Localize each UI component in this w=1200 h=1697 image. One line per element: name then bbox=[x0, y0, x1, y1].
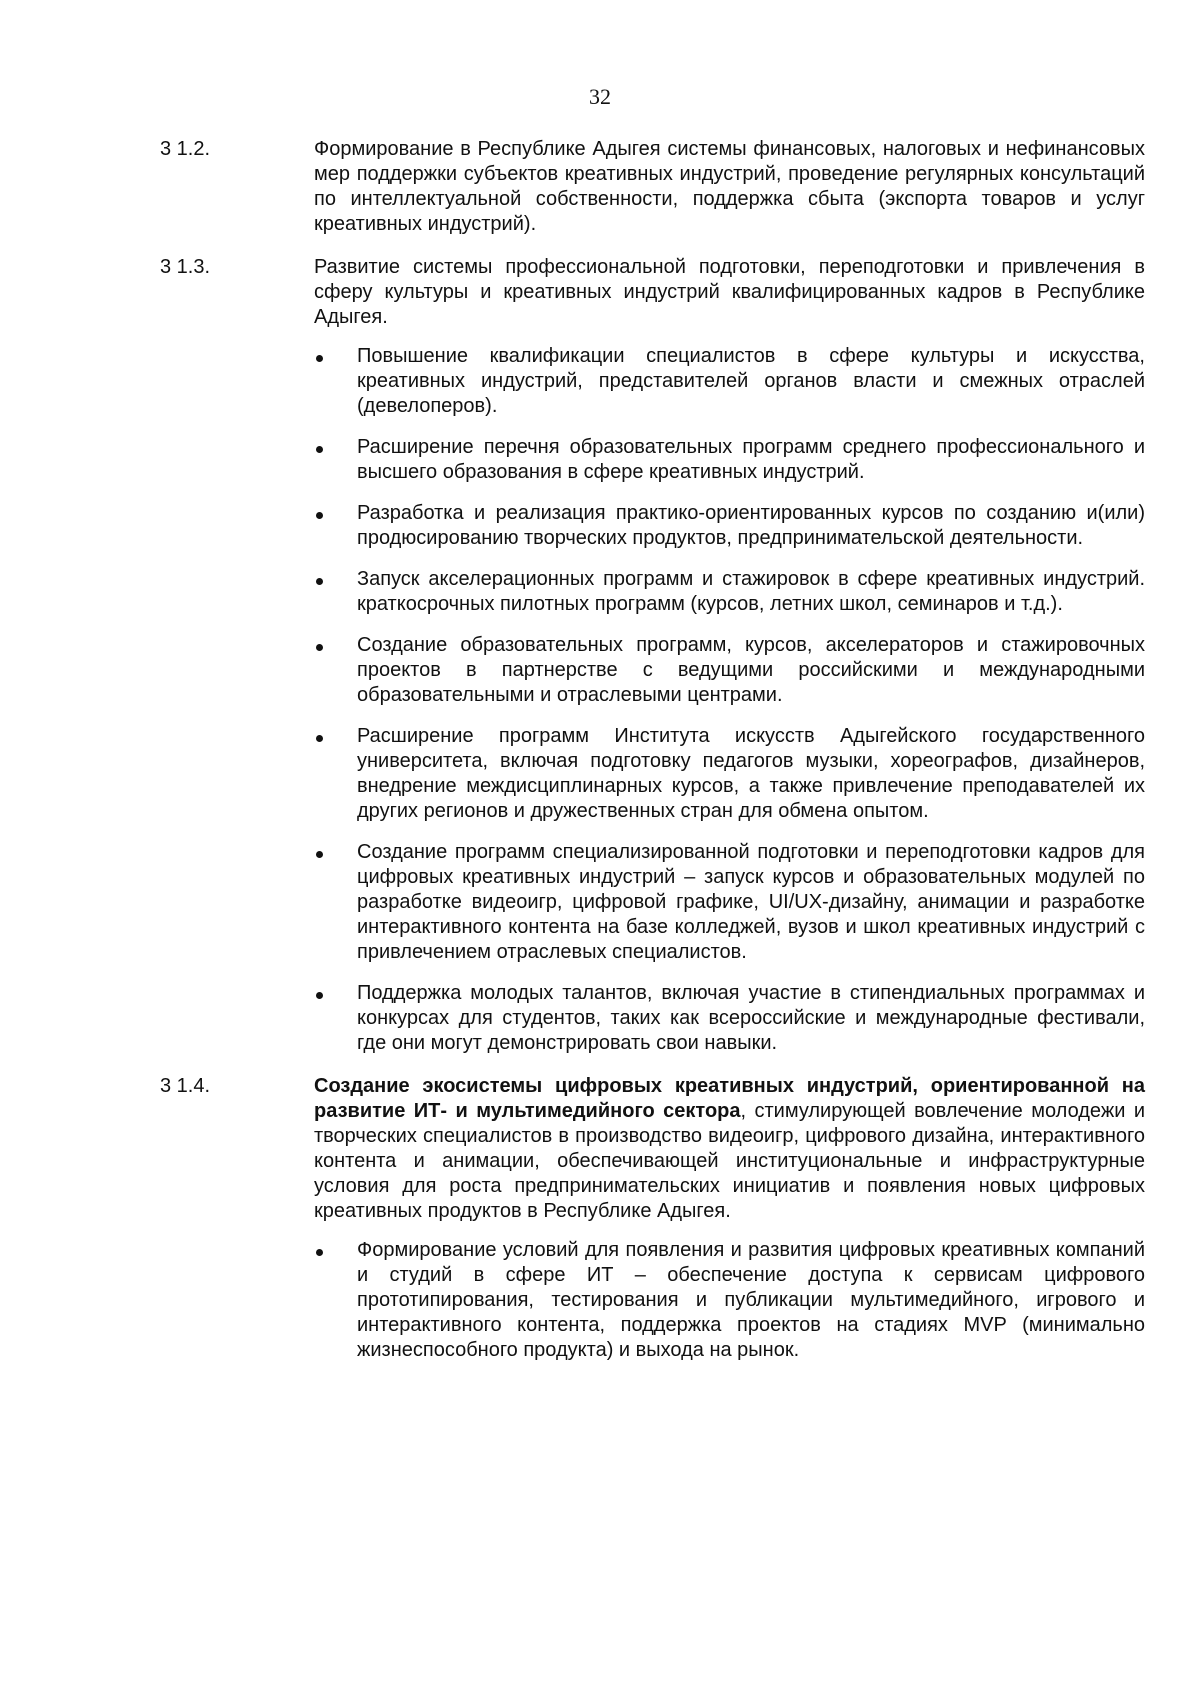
section-3-1-3 bbox=[160, 255, 1145, 1056]
bullet-icon bbox=[316, 1249, 323, 1256]
list-item-text: Создание образовательных программ, курсов, акселераторов и стажировочных проектов в партнерстве с ведущими российскими и международными образовательными и отраслевыми центрами. bbox=[357, 634, 1145, 706]
section-heading-bold: Создание экосистемы цифровых креативных индустрий, ориентированной на развитие ИТ- и мультимедийного сектора bbox=[314, 1075, 1145, 1122]
section-text-body: Развитие системы профессиональной подготовки, переподготовки и привлечения в сферу культуры и креативных индустрий квалифицированных кадров в Республике Адыгея. bbox=[314, 256, 1145, 328]
list-item bbox=[314, 724, 1145, 824]
section-3-1-4 bbox=[160, 1074, 1145, 1363]
page-number: 32 bbox=[589, 84, 611, 109]
bullet-icon bbox=[316, 851, 323, 858]
section-text bbox=[314, 255, 1145, 330]
section-text bbox=[314, 1074, 1145, 1224]
list-item-text: Повышение квалификации специалистов в сфере культуры и искусства, креативных индустрий, представителей органов власти и смежных отраслей (девелоперов). bbox=[357, 345, 1145, 417]
bullet-icon bbox=[316, 992, 323, 999]
bullet-icon bbox=[316, 512, 323, 519]
list-item-text: Создание программ специализированной подготовки и переподготовки кадров для цифровых креативных индустрий – запуск курсов и образовательных модулей по разработке видеоигр, цифровой графике, UI/UX-дизайну, анимации и разработке интерактивного контента на базе колледжей, вузов и школ креативных индустрий с привлечением отраслевых специалистов. bbox=[357, 841, 1145, 963]
list-item-text: Поддержка молодых талантов, включая участие в стипендиальных программах и конкурсах для студентов, таких как всероссийские и международные фестивали, где они могут демонстрировать свои навыки. bbox=[357, 982, 1145, 1054]
list-item-text: Расширение перечня образовательных программ среднего профессионального и высшего образования в сфере креативных индустрий. bbox=[357, 436, 1145, 483]
section-text-body: , стимулирующей вовлечение молодежи и творческих специалистов в производство видеоигр, цифрового дизайна, интерактивного контента и анимации, обеспечивающей институциональные и инфраструктурные условия для роста предпринимательских инициатив и появления новых цифровых креативных продуктов в Республике Адыгея. bbox=[314, 1100, 1145, 1222]
bullet-icon bbox=[316, 735, 323, 742]
bullet-icon bbox=[316, 355, 323, 362]
section-text bbox=[314, 137, 1145, 237]
bullet-list bbox=[314, 1238, 1145, 1363]
list-item-text: Расширение программ Института искусств Адыгейского государственного университета, включая подготовку педагогов музыки, хореографов, дизайнеров, внедрение междисциплинарных курсов, а также привлечение преподавателей их других регионов и дружественных стран для обмена опытом. bbox=[357, 725, 1145, 822]
list-item bbox=[314, 981, 1145, 1056]
list-item bbox=[314, 840, 1145, 965]
list-item bbox=[314, 633, 1145, 708]
section-number: 3 1.2. bbox=[160, 138, 211, 160]
section-body bbox=[314, 137, 1145, 237]
list-item-text: Запуск акселерационных программ и стажировок в сфере креативных индустрий. краткосрочных пилотных программ (курсов, летних школ, семинаров и т.д.). bbox=[357, 568, 1145, 615]
section-number: 3 1.4. bbox=[160, 1075, 211, 1097]
list-item bbox=[314, 1238, 1145, 1363]
list-item bbox=[314, 344, 1145, 419]
bullet-list bbox=[314, 344, 1145, 1056]
bullet-icon bbox=[316, 446, 323, 453]
section-number: 3 1.3. bbox=[160, 256, 211, 278]
section-text-body: Формирование в Республике Адыгея системы финансовых, налоговых и нефинансовых мер поддержки субъектов креативных индустрий, проведение регулярных консультаций по интеллектуальной собственности, поддержка сбыта (экспорта товаров и услуг креативных индустрий). bbox=[314, 138, 1145, 235]
list-item bbox=[314, 435, 1145, 485]
section-body bbox=[314, 1074, 1145, 1363]
list-item-text: Формирование условий для появления и развития цифровых креативных компаний и студий в сфере ИТ – обеспечение доступа к сервисам цифрового прототипирования, тестирования и публикации мультимедийного, игрового и интерактивного контента, поддержка проектов на стадиях MVP (минимально жизнеспособного продукта) и выхода на рынок. bbox=[357, 1239, 1145, 1361]
document-body bbox=[160, 137, 1145, 1381]
list-item-text: Разработка и реализация практико-ориентированных курсов по созданию и(или) продюсированию творческих продуктов, предпринимательской деятельности. bbox=[357, 502, 1145, 549]
list-item bbox=[314, 567, 1145, 617]
list-item bbox=[314, 501, 1145, 551]
bullet-icon bbox=[316, 644, 323, 651]
section-body bbox=[314, 255, 1145, 1056]
bullet-icon bbox=[316, 578, 323, 585]
section-3-1-2 bbox=[160, 137, 1145, 237]
